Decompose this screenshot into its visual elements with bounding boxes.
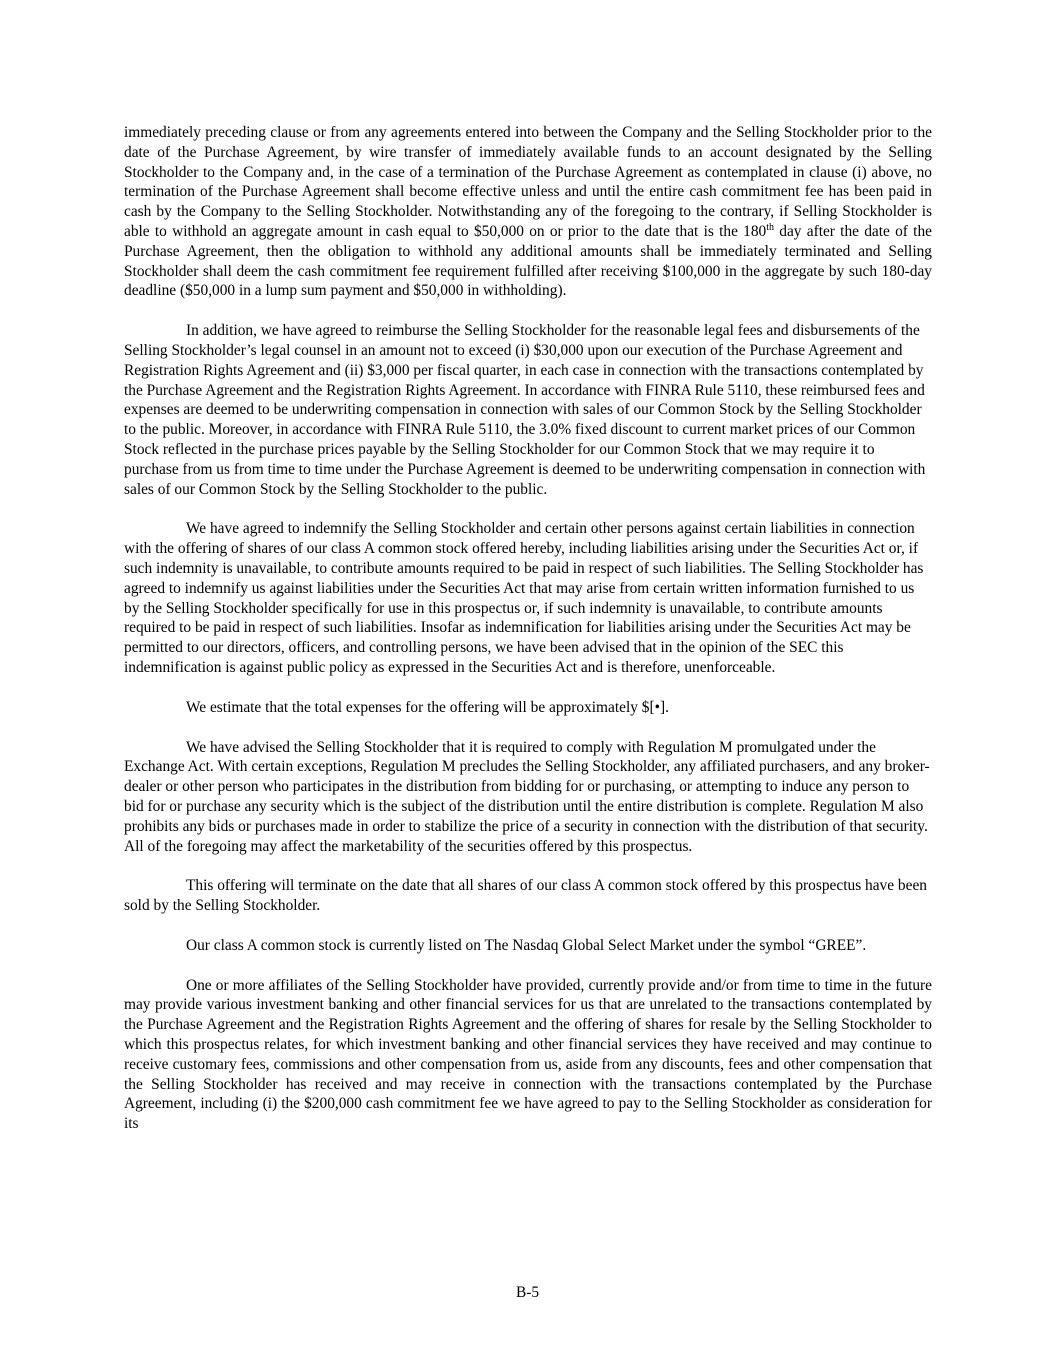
paragraph-indemnification: We have agreed to indemnify the Selling Stockholder and certain other persons against certain liabilities in connection with the offering of shares of our class A common stock offered hereby, including liabilities arising under the Securities Act or, if such indemnity is unavailable, to contribute amounts required to be paid in respect of such liabilities. The Selling Stockholder has agreed to indemnify us against liabilities under the Securities Act that may arise from certain written information furnished to us by the Selling Stockholder specifically for use in this prospectus or, if such indemnity is unavailable, to contribute amounts required to be paid in respect of such liabilities. Insofar as indemnification for liabilities arising under the Securities Act may be permitted to our directors, officers, and controlling persons, we have been advised that in the opinion of the SEC this indemnification is against public policy as expressed in the Securities Act and is therefore, unenforceable. — [124, 520, 924, 676]
paragraph-legal-fees: In addition, we have agreed to reimburse the Selling Stockholder for the reasonable legal fees and disbursements of the Selling Stockholder’s legal counsel in an amount not to exceed (i) $30,000 upon our execution of the Purchase Agreement and Registration Rights Agreement and (ii) $3,000 per fiscal quarter, in each case in connection with the transactions contemplated by the Purchase Agreement and the Registration Rights Agreement. In accordance with FINRA Rule 5110, these reimbursed fees and expenses are deemed to be underwriting compensation in connection with sales of our Common Stock by the Selling Stockholder to the public. Moreover, in accordance with FINRA Rule 5110, the 3.0% fixed discount to current market prices of our Common Stock reflected in the purchase prices payable by the Selling Stockholder for our Common Stock that we may require it to purchase from us from time to time under the Purchase Agreement is deemed to be underwriting compensation in connection with sales of our Common Stock by the Selling Stockholder to the public. — [124, 322, 926, 498]
paragraph-text: immediately preceding clause or from any agreements entered into between the Company and the Selling Stockholder prior to the date of the Purchase Agreement, by wire transfer of immediately available funds to an account designated by the Selling Stockholder to the Company and, in the case of a termination of the Purchase Agreement as contemplated in clause (i) above, no termination of the Purchase Agreement shall become effective unless and until the entire cash commitment fee has been paid in cash by the Company to the Selling Stockholder. Notwithstanding any of the foregoing to the contrary, if Selling Stockholder is able to withhold an aggregate amount in cash equal to $50,000 on or prior to the date that is the 180 — [124, 124, 932, 240]
paragraph-regulation-m: We have advised the Selling Stockholder that it is required to comply with Regulation M promulgated under the Exchange Act. With certain exceptions, Regulation M precludes the Selling Stockholder, any affiliated purchasers, and any broker-dealer or other person who participates in the distribution from bidding for or purchasing, or attempting to induce any person to bid for or purchase any security which is the subject of the distribution until the entire distribution is complete. Regulation M also prohibits any bids or purchases made in order to stabilize the price of a security in connection with the distribution of that security. All of the foregoing may affect the marketability of the securities offered by this prospectus. — [124, 738, 930, 855]
paragraph-affiliates-services: One or more affiliates of the Selling Stockholder have provided, currently provide and/or from time to time in the future may provide various investment banking and other financial services for us that are unrelated to the transactions contemplated by the Purchase Agreement and the Registration Rights Agreement and the offering of shares for resale by the Selling Stockholder to which this prospectus relates, for which investment banking and other financial services they have received and may continue to receive customary fees, commissions and other compensation from us, aside from any discounts, fees and other compensation that the Selling Stockholder has received and may receive in connection with the transactions contemplated by the Purchase Agreement, including (i) the $200,000 cash commitment fee we have agreed to pay to the Selling Stockholder as consideration for its — [124, 976, 932, 1133]
paragraph-nasdaq-listing: Our class A common stock is currently listed on The Nasdaq Global Select Market under the symbol “GREE”. — [186, 936, 867, 954]
paragraph-text: day after the date of the Purchase Agreement, then the obligation to withhold any additional amounts shall be immediately terminated and Selling Stockholder shall deem the cash commitment fee requirement fulfilled after receiving $100,000 in the aggregate by such 180-day deadline ($50,000 in a lump sum payment and $50,000 in withholding). — [124, 222, 932, 300]
superscript-ordinal: th — [766, 221, 775, 233]
document-body — [124, 123, 932, 1154]
paragraph-offering-termination: This offering will terminate on the date that all shares of our class A common stock offered by this prospectus have been sold by the Selling Stockholder. — [124, 877, 927, 915]
paragraph-offering-expenses: We estimate that the total expenses for the offering will be approximately $[•]. — [186, 698, 669, 716]
page-number: B-5 — [515, 1284, 540, 1301]
paragraph-cash-commitment-fee — [124, 123, 932, 301]
